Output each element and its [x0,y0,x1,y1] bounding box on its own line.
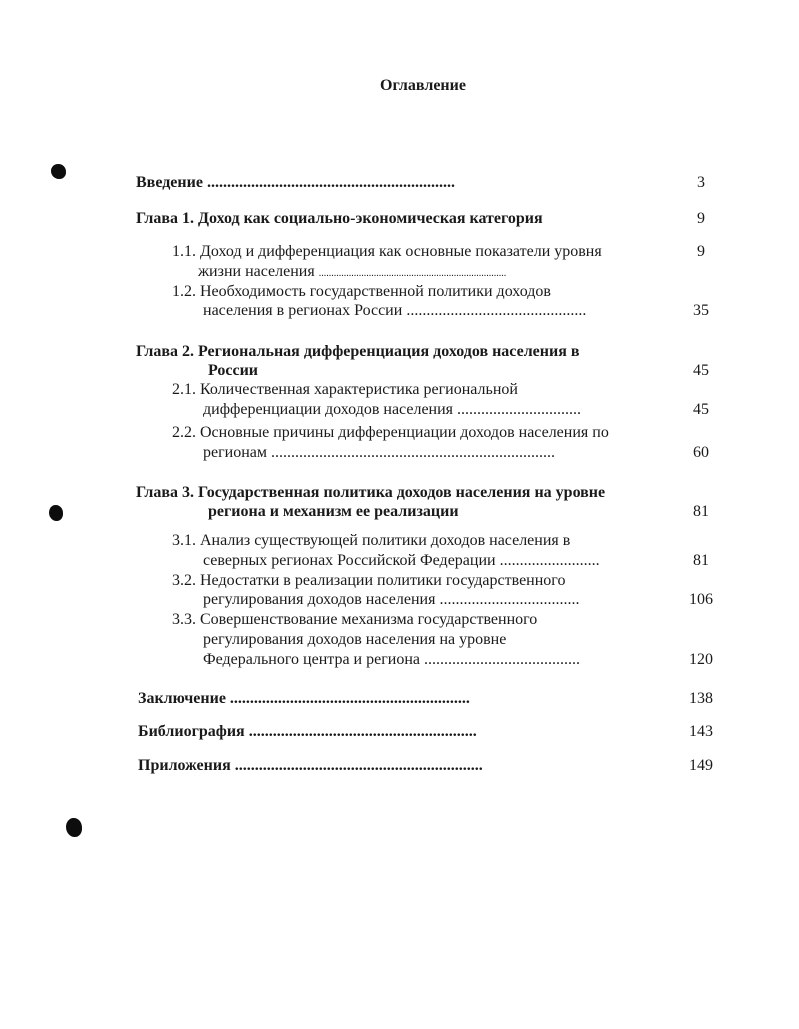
toc-section-2-1: 2.1. Количественная характеристика региональной [172,381,518,398]
toc-section-2-1-cont: дифференциации доходов населения ............................... [203,401,582,418]
toc-section-3-3: 3.3. Совершенствование механизма государственного [172,611,538,628]
toc-page: 81 [693,503,709,520]
toc-section-3-2: 3.2. Недостатки в реализации политики государственного [172,572,566,589]
toc-leader: ....................................................................... [271,444,556,461]
toc-leader: .............................................................. [234,757,483,774]
toc-leader: ......................... [499,552,600,569]
toc-leader: ........................................................................... [318,268,507,279]
toc-page: 81 [693,552,709,569]
toc-page: 60 [693,444,709,461]
toc-leader: ....................................... [424,651,580,668]
toc-page: 138 [689,690,713,707]
toc-label: Приложения [138,757,231,774]
toc-entry-appendix [138,756,483,776]
toc-leader: ............................................................ [229,690,470,707]
toc-leader: ............................... [457,401,582,418]
toc-entry-bibliography [138,722,477,742]
toc-page: 9 [697,210,705,227]
toc-section-3-1: 3.1. Анализ существующей политики доходов населения в [172,532,571,549]
ink-blot-1 [51,164,66,179]
toc-section-3-1-cont: северных регионах Российской Федерации ......................... [203,552,600,569]
toc-page: 35 [693,302,709,319]
toc-page: 3 [697,174,705,191]
toc-label: Библиография [138,723,245,740]
toc-section-1-2-cont: населения в регионах России ............................................. [203,302,587,319]
toc-page: 149 [689,757,713,774]
toc-page: 106 [689,591,713,608]
toc-chapter-2: Глава 2. Региональная дифференциация доходов населения в [136,343,580,360]
toc-label: Введение [136,174,203,191]
page-title: Оглавление [380,77,466,94]
toc-section-2-2-cont: регионам ....................................................................... [203,444,556,461]
toc-page: 143 [689,723,713,740]
toc-section-3-3-cont2: Федерального центра и региона ....................................... [203,651,580,668]
toc-section-3-2-cont: регулирования доходов населения ................................... [203,591,580,608]
toc-entry-introduction [136,173,455,193]
toc-chapter-2-cont: России [208,362,259,379]
toc-chapter-3-cont: региона и механизм ее реализации [208,503,459,520]
toc-section-1-1: 1.1. Доход и дифференциация как основные показатели уровня [172,243,602,260]
ink-blot-3 [66,818,82,837]
toc-leader: ............................................. [406,302,587,319]
toc-label: Заключение [138,690,226,707]
toc-section-1-1-cont: жизни населения ........................................................................... [198,263,507,280]
toc-leader: ................................... [439,591,580,608]
toc-chapter-3: Глава 3. Государственная политика доходов населения на уровне [136,484,606,501]
toc-page: 45 [693,362,709,379]
toc-section-2-2: 2.2. Основные причины дифференциации доходов населения по [172,424,609,441]
toc-leader: .............................................................. [206,174,455,191]
toc-chapter-1: Глава 1. Доход как социально-экономическая категория [136,210,543,227]
toc-page: 9 [697,243,705,260]
toc-leader: ......................................................... [248,723,477,740]
toc-entry-conclusion [138,689,470,709]
toc-page: 120 [689,651,713,668]
toc-section-1-2: 1.2. Необходимость государственной политики доходов [172,283,551,300]
toc-page: 45 [693,401,709,418]
ink-blot-2 [49,505,63,521]
toc-section-3-3-cont: регулирования доходов населения на уровне [203,631,507,648]
